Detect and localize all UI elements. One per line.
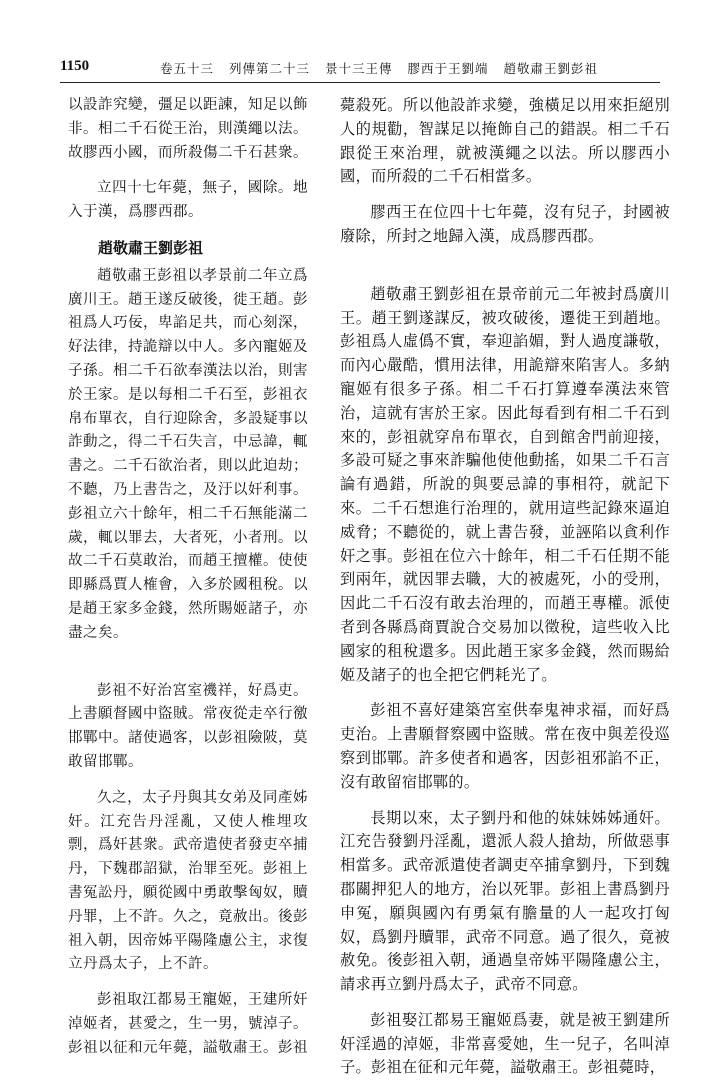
running-header (60, 58, 660, 82)
section-heading: 趙敬肅王劉彭祖 (98, 238, 204, 257)
right-paragraph-6: 彭祖娶江都易王寵姬爲妻，就是被王劉建所奸淫過的淖姬，非常喜愛她，生一兒子，名叫淖子。彭祖在征和元年薨，謚敬肅王。彭祖薨時， (340, 1010, 670, 1077)
left-paragraph-5: 久之，太子丹與其女弟及同產姊奸。江充告丹淫亂，又使人椎埋攻剽，爲奸甚衆。武帝遣使者發吏卒捕丹，下魏郡詔獄，治罪至死。彭祖上書冤訟丹，願從國中勇敢擊匈奴，贖丹罪，上不許。久之，竟赦出。後彭祖入朝，因帝姊平陽隆慮公主，求復立丹爲太子，上不許。 (68, 789, 308, 973)
left-paragraph-3: 趙敬肅王彭祖以孝景前二年立爲廣川王。趙王遂反破後，徙王趙。彭祖爲人巧佞，卑諂足共，而心刻深，好法律，持詭辯以中人。多內寵姬及子孫。相二千石欲奉漢法以治，則害於王家。是以每相二千石至，彭祖衣帛布單衣，自行迎除舍，多設疑事以詐動之，得二千石失言，中忌諱，輒書之。二千石欲治者，則以此迫劫；不聽，乃上書告之，及汙以奸利事。彭祖立六十餘年，相二千石無能滿二歲，輒以罪去，大者死，小者刑。以故二千石莫敢治，而趙王擅權。使使即縣爲賈人榷會，入多於國租稅。以是趙王家多金錢，然所賜姬諸子，亦盡之矣。 (68, 267, 308, 641)
left-paragraph-6: 彭祖取江都易王寵姬，王建所奸淖姬者，甚愛之，生一男，號淖子。彭祖以征和元年薨，謚敬肅王。彭祖 (68, 992, 308, 1056)
right-spacer (340, 261, 670, 283)
right-paragraph-3: 趙敬肅王劉彭祖在景帝前元二年被封爲廣川王。趙王劉遂謀反，被攻破後，遷徙王到趙地。彭祖爲人虛僞不實，奉迎諂媚，對人過度謙敬，而內心嚴酷，慣用法律，用詭辯來陷害人。多納寵姬有很多子孫。相二千石打算遵奉漢法來管治，這就有害於王家。因此每看到有相二千石到來的，彭祖就穿帛布單衣，自到館舍門前迎接，多設可疑之事來詐騙他使他動搖，如果二千石言論有過錯，所說的與要忌諱的事相符，就記下來。二千石想進行治理的，就用這些記錄來逼迫威脅；不聽從的，就上書告發，並誣陷以貪利作奸之事。彭祖在位六十餘年，相二千石任期不能到兩年，就因罪去職，大的被處死，小的受刑，因此二千石沒有敢去治理的，而趙王專權。派使者到各縣爲商賈說合交易加以徵稅，這些收入比國家的租稅還多。因此趙王家多金錢，然而賜給姬及諸子的也全把它們耗光了。 (340, 284, 670, 684)
left-spacer (68, 658, 308, 680)
running-title (160, 59, 608, 77)
subject-label-1: 膠西于王劉端 (407, 61, 489, 76)
translation-column (340, 94, 670, 1092)
right-paragraph-4: 彭祖不喜好建築宮室供奉鬼神求福，而好爲吏治。上書願督察國中盜賊。常在夜中與差役巡察到邯鄲。許多使者和過客，因彭祖邪諂不正，沒有敢留宿邯鄲的。 (340, 701, 670, 791)
volume-label: 卷五十三 (160, 61, 215, 76)
left-paragraph-1: 以設詐究變，彊足以距諫，知足以飾非。相二千石從王治，則漢繩以法。故膠西小國，而所殺傷二千石甚衆。 (68, 97, 308, 161)
left-paragraph-2: 立四十七年薨，無子，國除。地入于漢，爲膠西郡。 (68, 180, 308, 221)
page-number: 1150 (60, 58, 90, 74)
original-text-column (68, 94, 308, 1072)
right-paragraph-1: 薨殺死。所以他設詐求變，強橫足以用來拒絕別人的規勸，智謀足以掩飾自己的錯誤。相二千石跟從王來治理，就被漢繩之以法。所以膠西小國，而所殺的二千石相當多。 (340, 96, 670, 186)
right-paragraph-2: 膠西王在位四十七年薨，沒有兒子，封國被廢除，所封之地歸入漢，成爲膠西郡。 (340, 203, 670, 245)
right-paragraph-5: 長期以來，太子劉丹和他的妹妹姊姊通奸。江充告發劉丹淫亂，還派人殺人搶劫，所做惡事相當多。武帝派遣使者調吏卒捕拿劉丹，下到魏郡關押犯人的地方，治以死罪。彭祖上書爲劉丹申冤，願與國內有勇氣有膽量的人一起攻打匈奴，爲劉丹贖罪，武帝不同意。過了很久，竟被赦免。後彭祖入朝，通過皇帝姊平陽隆慮公主，請求再立劉丹爲太子，武帝不同意。 (340, 808, 670, 994)
left-paragraph-4: 彭祖不好治宮室禨祥，好爲吏。上書願督國中盜賊。常夜從走卒行徼邯鄲中。諸使過客，以彭祖險陂，莫敢留邯鄲。 (68, 682, 308, 770)
chapter-label: 景十三王傳 (325, 61, 393, 76)
subject-label-2: 趙敬肅王劉彭祖 (503, 61, 599, 76)
header-rule (60, 82, 660, 83)
section-label: 列傳第二十三 (229, 61, 311, 76)
